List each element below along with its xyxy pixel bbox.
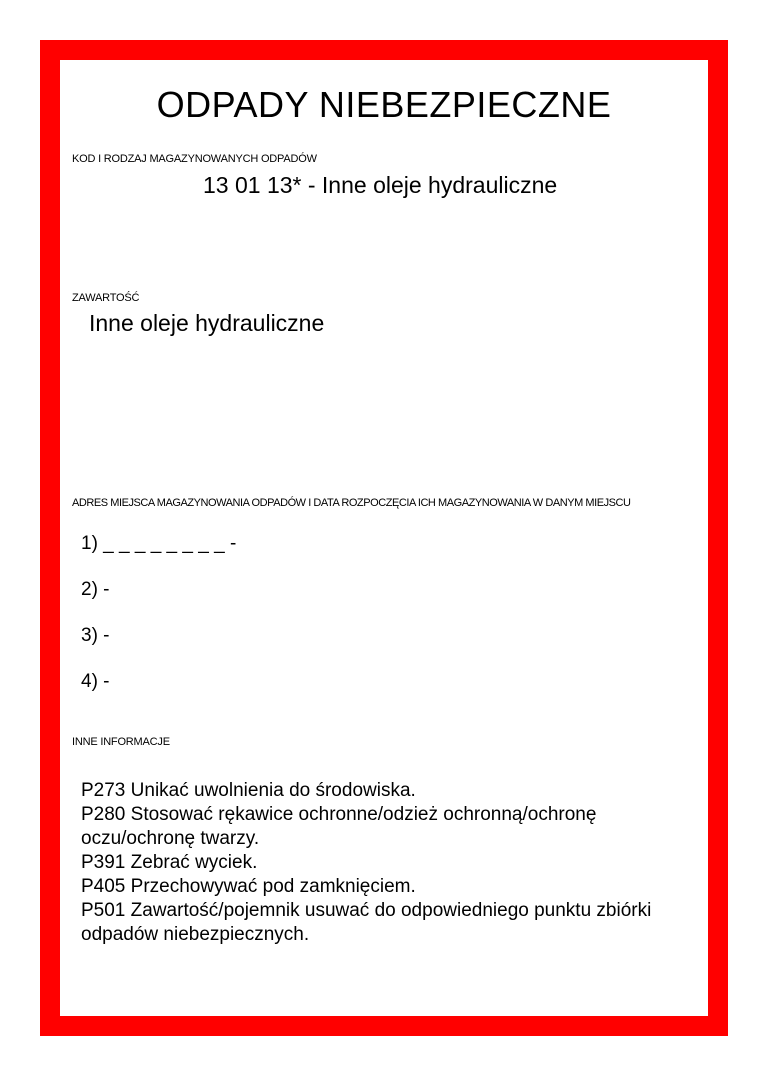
waste-code-value: 13 01 13* - Inne oleje hydrauliczne xyxy=(203,172,558,198)
precaution-line: P501 Zawartość/pojemnik usuwać do odpowiedniego punktu zbiórki odpadów niebezpiecznych. xyxy=(81,900,652,945)
storage-entry-4: 4) - xyxy=(81,671,110,692)
storage-entry-2: 2) - xyxy=(81,579,110,600)
storage-entry-1: 1) _ _ _ _ _ _ _ _ - xyxy=(81,533,237,554)
label-title: ODPADY NIEBEZPIECZNE xyxy=(156,84,612,125)
storage-label: ADRES MIEJSCA MAGAZYNOWANIA ODPADÓW I DATA ROZPOCZĘCIA ICH MAGAZYNOWANIA W DANYM MIEJSCU xyxy=(72,497,631,509)
hazardous-waste-label xyxy=(40,40,728,1036)
waste-code-label: KOD I RODZAJ MAGAZYNOWANYCH ODPADÓW xyxy=(72,153,317,165)
other-info-text xyxy=(81,779,691,947)
precaution-line: P391 Zebrać wyciek. xyxy=(81,852,258,873)
contents-value: Inne oleje hydrauliczne xyxy=(89,310,325,336)
storage-entry-3: 3) - xyxy=(81,625,110,646)
contents-label: ZAWARTOŚĆ xyxy=(72,292,140,304)
precaution-line: P280 Stosować rękawice ochronne/odzież ochronną/ochronę oczu/ochronę twarzy. xyxy=(81,804,597,849)
other-info-label: INNE INFORMACJE xyxy=(72,736,170,748)
precaution-line: P405 Przechowywać pod zamknięciem. xyxy=(81,876,416,897)
precaution-line: P273 Unikać uwolnienia do środowiska. xyxy=(81,780,416,801)
